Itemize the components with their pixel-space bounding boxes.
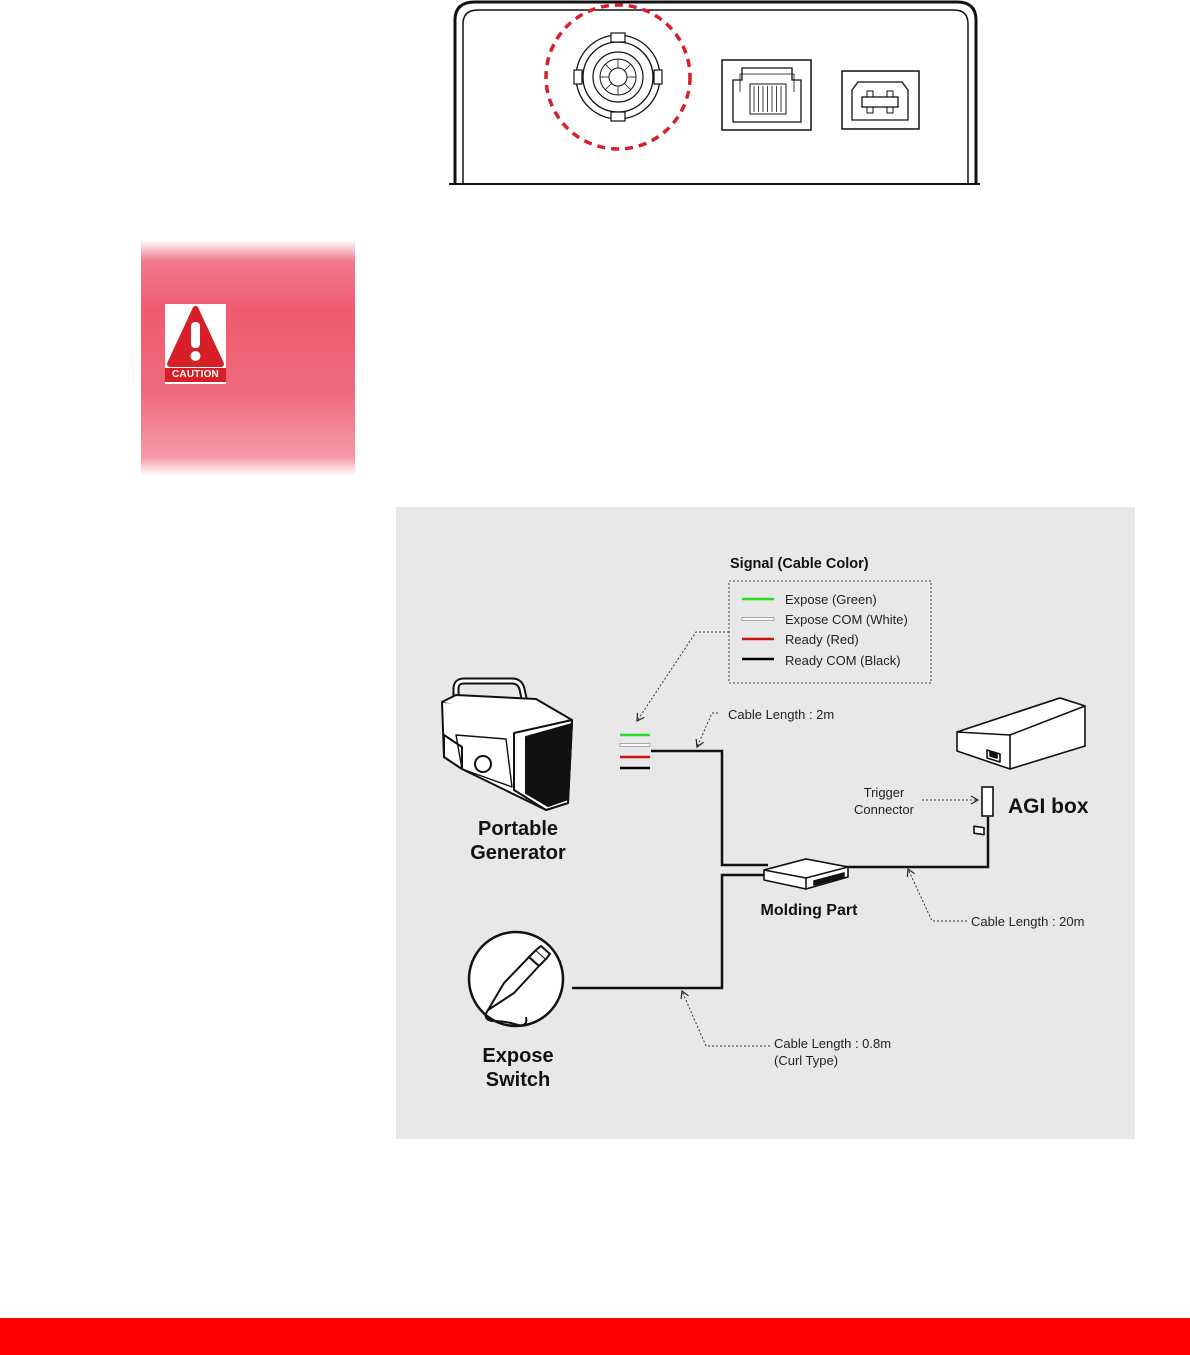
caution-label: CAUTION [165, 368, 226, 382]
cable-20m-label: Cable Length : 20m [971, 914, 1085, 929]
wiring-diagram-svg [396, 507, 1135, 1139]
molding-part-label: Molding Part [760, 902, 858, 919]
device-rear-panel [440, 0, 990, 192]
legend-item-ready: Ready (Red) [785, 632, 859, 647]
ethernet-port [722, 60, 811, 130]
trigger-connector-label-1: Trigger [863, 785, 905, 800]
molding-part-icon [764, 859, 848, 889]
highlight-circle [546, 5, 690, 149]
caution-icon [165, 304, 226, 384]
trigger-connector-label-2: Connector [854, 802, 914, 817]
portable-generator-label-2: Generator [470, 842, 566, 864]
caution-box [141, 240, 355, 476]
legend-item-expose-com: Expose COM (White) [785, 612, 908, 627]
expose-switch-icon [469, 932, 563, 1026]
cable-08m-label-2: (Curl Type) [774, 1053, 839, 1068]
legend-item-ready-com: Ready COM (Black) [785, 653, 901, 668]
usb-b-port [842, 71, 919, 129]
agi-box-label: AGI box [1008, 795, 1089, 818]
footer-bar [0, 1318, 1190, 1355]
legend-title: Signal (Cable Color) [730, 556, 869, 572]
expose-switch-label-1: Expose [482, 1045, 554, 1067]
warning-triangle-icon [165, 304, 226, 370]
cable-2m-label: Cable Length : 2m [728, 707, 835, 722]
legend-item-expose: Expose (Green) [785, 592, 877, 607]
trigger-connector [982, 787, 993, 816]
portable-generator-icon [442, 681, 572, 810]
wiring-diagram [396, 507, 1135, 1139]
portable-generator-label-1: Portable [477, 818, 559, 840]
cable-08m-label-1: Cable Length : 0.8m [774, 1036, 892, 1051]
trigger-connector-port [574, 33, 662, 121]
cable-ends [620, 735, 650, 768]
legend-swatch-white [742, 618, 774, 621]
expose-switch-label-2: Switch [485, 1069, 551, 1091]
signal-legend [729, 556, 931, 683]
